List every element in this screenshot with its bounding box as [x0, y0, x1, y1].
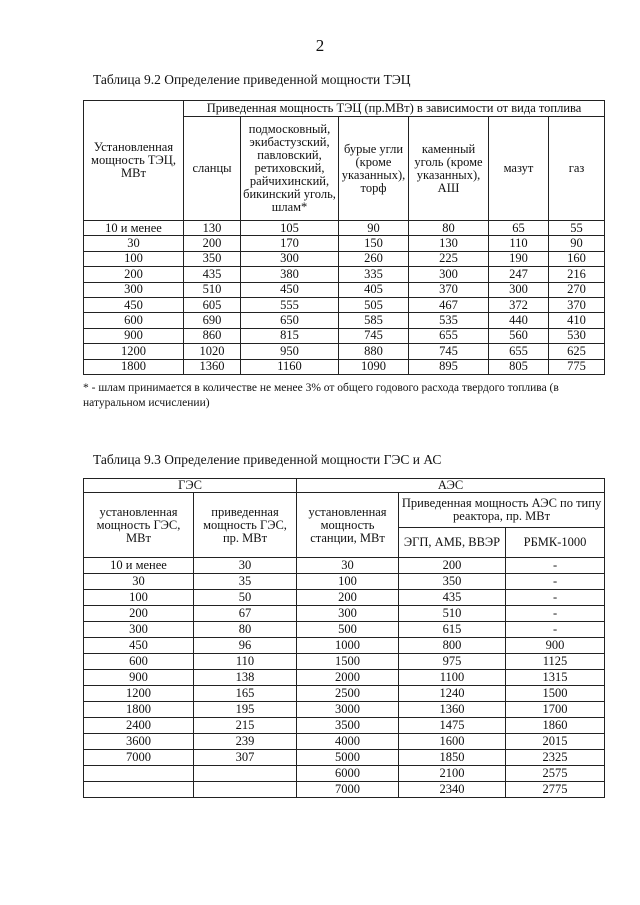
table-cell: 300 [409, 267, 489, 282]
table-cell: 6000 [297, 766, 399, 782]
table-cell: 30 [84, 574, 194, 590]
table-row [84, 359, 605, 374]
table-cell: 80 [409, 221, 489, 236]
table-cell: 1800 [84, 359, 184, 374]
table-cell: 655 [409, 328, 489, 343]
table-cell: 7000 [84, 750, 194, 766]
table-cell: 605 [184, 297, 241, 312]
table-cell: 225 [409, 251, 489, 266]
table-cell: - [506, 590, 605, 606]
table-cell: 745 [339, 328, 409, 343]
table-cell: 260 [339, 251, 409, 266]
table-cell: 1360 [184, 359, 241, 374]
header-installed-capacity: Установленная мощность ТЭЦ, МВт [84, 101, 184, 221]
table-cell: 585 [339, 313, 409, 328]
table-cell: 2575 [506, 766, 605, 782]
table-cell: 950 [241, 344, 339, 359]
table-cell: 100 [297, 574, 399, 590]
table-cell: 1700 [506, 702, 605, 718]
table-cell: 100 [84, 251, 184, 266]
table-cell: 450 [241, 282, 339, 297]
table-cell: 105 [241, 221, 339, 236]
table-cell: 615 [399, 622, 506, 638]
table-cell: 1475 [399, 718, 506, 734]
table-cell: 1850 [399, 750, 506, 766]
table-row [84, 606, 605, 622]
table-cell [84, 766, 194, 782]
header-group: Приведенная мощность ТЭЦ (пр.МВт) в зависимости от вида топлива [184, 101, 605, 117]
table-cell: 2500 [297, 686, 399, 702]
table-cell: 67 [194, 606, 297, 622]
table1-caption: Таблица 9.2 Определение приведенной мощности ТЭЦ [93, 72, 411, 87]
page-number: 2 [315, 36, 325, 55]
table-cell: 505 [339, 297, 409, 312]
table-cell: 110 [489, 236, 549, 251]
table-cell: 30 [297, 558, 399, 574]
header-aes-rbmk: РБМК-1000 [506, 528, 605, 558]
table-cell: 625 [549, 344, 605, 359]
table-cell: 3500 [297, 718, 399, 734]
table-row [84, 782, 605, 798]
table-cell: 35 [194, 574, 297, 590]
table-cell: 300 [84, 622, 194, 638]
table-cell: 805 [489, 359, 549, 374]
table-cell: 350 [399, 574, 506, 590]
table-cell: 216 [549, 267, 605, 282]
table-cell: 130 [409, 236, 489, 251]
table-cell: 30 [194, 558, 297, 574]
table-row [84, 670, 605, 686]
table-cell: 160 [549, 251, 605, 266]
table-cell: - [506, 606, 605, 622]
table-cell: 860 [184, 328, 241, 343]
table-row [84, 282, 605, 297]
table-cell: 96 [194, 638, 297, 654]
table-cell: 270 [549, 282, 605, 297]
table-cell: 307 [194, 750, 297, 766]
table-cell: 2000 [297, 670, 399, 686]
table-cell: 3000 [297, 702, 399, 718]
table-cell: 1315 [506, 670, 605, 686]
table-cell: 2325 [506, 750, 605, 766]
table-cell: 510 [184, 282, 241, 297]
table-cell: 30 [84, 236, 184, 251]
table-cell: 655 [489, 344, 549, 359]
table-cell: 467 [409, 297, 489, 312]
table-cell: 600 [84, 313, 184, 328]
table-cell: 2015 [506, 734, 605, 750]
table-cell: 1800 [84, 702, 194, 718]
table-row [84, 638, 605, 654]
header-hes-capacity: установленная мощность ГЭС, МВт [84, 493, 194, 558]
header-fuel: каменный уголь (кроме указанных), АШ [409, 117, 489, 221]
table-cell: 435 [184, 267, 241, 282]
table-cell: 110 [194, 654, 297, 670]
table-cell: 1200 [84, 686, 194, 702]
table-cell: 65 [489, 221, 549, 236]
table-cell: 1500 [297, 654, 399, 670]
table-cell: 190 [489, 251, 549, 266]
table-cell: 1600 [399, 734, 506, 750]
table-row [84, 236, 605, 251]
table-cell: 130 [184, 221, 241, 236]
table-cell: 1000 [297, 638, 399, 654]
table-row [84, 622, 605, 638]
table-cell: 4000 [297, 734, 399, 750]
table-cell: 165 [194, 686, 297, 702]
table-cell: 880 [339, 344, 409, 359]
header-aes: АЭС [297, 479, 605, 493]
header-fuel: бурые угли (кроме указанных), торф [339, 117, 409, 221]
header-hes-reduced: приведенная мощность ГЭС, пр. МВт [194, 493, 297, 558]
table-cell: 215 [194, 718, 297, 734]
table-cell: - [506, 574, 605, 590]
table-cell: 2775 [506, 782, 605, 798]
table-cell: - [506, 558, 605, 574]
table-cell: 900 [84, 670, 194, 686]
table-cell: 300 [84, 282, 184, 297]
table-cell: 560 [489, 328, 549, 343]
header-fuel: газ [549, 117, 605, 221]
header-fuel: сланцы [184, 117, 241, 221]
table-cell: 2100 [399, 766, 506, 782]
table-cell: 745 [409, 344, 489, 359]
table-cell: 239 [194, 734, 297, 750]
table-row [84, 654, 605, 670]
table-cell: 815 [241, 328, 339, 343]
table-cell: 3600 [84, 734, 194, 750]
header-hes: ГЭС [84, 479, 297, 493]
table-cell: 90 [339, 221, 409, 236]
table-cell: 405 [339, 282, 409, 297]
table-cell: 600 [84, 654, 194, 670]
table-cell: 380 [241, 267, 339, 282]
table-cell: 775 [549, 359, 605, 374]
table-cell: 10 и менее [84, 558, 194, 574]
table-cell: 690 [184, 313, 241, 328]
table-hes-aes [83, 478, 605, 798]
table-cell: 1160 [241, 359, 339, 374]
table-cell: 500 [297, 622, 399, 638]
table-cell: 55 [549, 221, 605, 236]
table-cell: 435 [399, 590, 506, 606]
table-cell: 1125 [506, 654, 605, 670]
table-cell: 300 [297, 606, 399, 622]
table-row [84, 766, 605, 782]
table-cell: 80 [194, 622, 297, 638]
table-cell [194, 766, 297, 782]
table-cell [84, 782, 194, 798]
header-fuel: подмосковный, экибастузский, павловский, ретиховский, райчихинский, бикинский уголь, шлам* [241, 117, 339, 221]
table-cell: 1100 [399, 670, 506, 686]
table-cell [194, 782, 297, 798]
table-cell: 530 [549, 328, 605, 343]
table-cell: 7000 [297, 782, 399, 798]
table-cell: 195 [194, 702, 297, 718]
table-cell: 200 [84, 606, 194, 622]
table-cell: 1200 [84, 344, 184, 359]
table-cell: 1860 [506, 718, 605, 734]
table-cell: 100 [84, 590, 194, 606]
table-row [84, 702, 605, 718]
table-cell: 200 [297, 590, 399, 606]
table-row [84, 574, 605, 590]
table-row [84, 734, 605, 750]
table-cell: 450 [84, 638, 194, 654]
table-cell: 200 [184, 236, 241, 251]
table-cell: 200 [84, 267, 184, 282]
header-aes-capacity: установленная мощность станции, МВт [297, 493, 399, 558]
table-row [84, 344, 605, 359]
table-row [84, 328, 605, 343]
table-cell: - [506, 622, 605, 638]
table-row [84, 313, 605, 328]
table-cell: 1020 [184, 344, 241, 359]
table-row [84, 686, 605, 702]
table-row [84, 267, 605, 282]
header-aes-group: Приведенная мощность АЭС по типу реактора, пр. МВт [399, 493, 605, 528]
table-cell: 900 [506, 638, 605, 654]
table-cell: 900 [84, 328, 184, 343]
table-cell: 370 [409, 282, 489, 297]
header-fuel: мазут [489, 117, 549, 221]
table-row [84, 297, 605, 312]
table-cell: 90 [549, 236, 605, 251]
table-row [84, 221, 605, 236]
table-row [84, 251, 605, 266]
table-cell: 510 [399, 606, 506, 622]
table-row [84, 718, 605, 734]
table-tec [83, 100, 605, 375]
table-cell: 650 [241, 313, 339, 328]
table-cell: 200 [399, 558, 506, 574]
table-cell: 800 [399, 638, 506, 654]
table-cell: 335 [339, 267, 409, 282]
table-row [84, 590, 605, 606]
table-cell: 300 [489, 282, 549, 297]
table-row [84, 558, 605, 574]
table-row [84, 750, 605, 766]
table-cell: 50 [194, 590, 297, 606]
table-cell: 410 [549, 313, 605, 328]
table-cell: 10 и менее [84, 221, 184, 236]
table2-caption: Таблица 9.3 Определение приведенной мощности ГЭС и АС [93, 452, 442, 467]
table-cell: 170 [241, 236, 339, 251]
header-aes-vver: ЭГП, АМБ, ВВЭР [399, 528, 506, 558]
table-cell: 2340 [399, 782, 506, 798]
table-cell: 450 [84, 297, 184, 312]
table-cell: 1360 [399, 702, 506, 718]
table-cell: 247 [489, 267, 549, 282]
table-cell: 895 [409, 359, 489, 374]
table-cell: 975 [399, 654, 506, 670]
table-cell: 1090 [339, 359, 409, 374]
table-cell: 300 [241, 251, 339, 266]
table-cell: 5000 [297, 750, 399, 766]
table-cell: 440 [489, 313, 549, 328]
footnote: * - шлам принимается в количестве не менее 3% от общего годового расхода твердого топлива (в натуральном исчислении) [83, 382, 559, 409]
table-cell: 372 [489, 297, 549, 312]
table-cell: 2400 [84, 718, 194, 734]
table-cell: 555 [241, 297, 339, 312]
table-cell: 1500 [506, 686, 605, 702]
table-cell: 350 [184, 251, 241, 266]
table-cell: 535 [409, 313, 489, 328]
table-cell: 1240 [399, 686, 506, 702]
table-cell: 150 [339, 236, 409, 251]
table-cell: 370 [549, 297, 605, 312]
table-cell: 138 [194, 670, 297, 686]
